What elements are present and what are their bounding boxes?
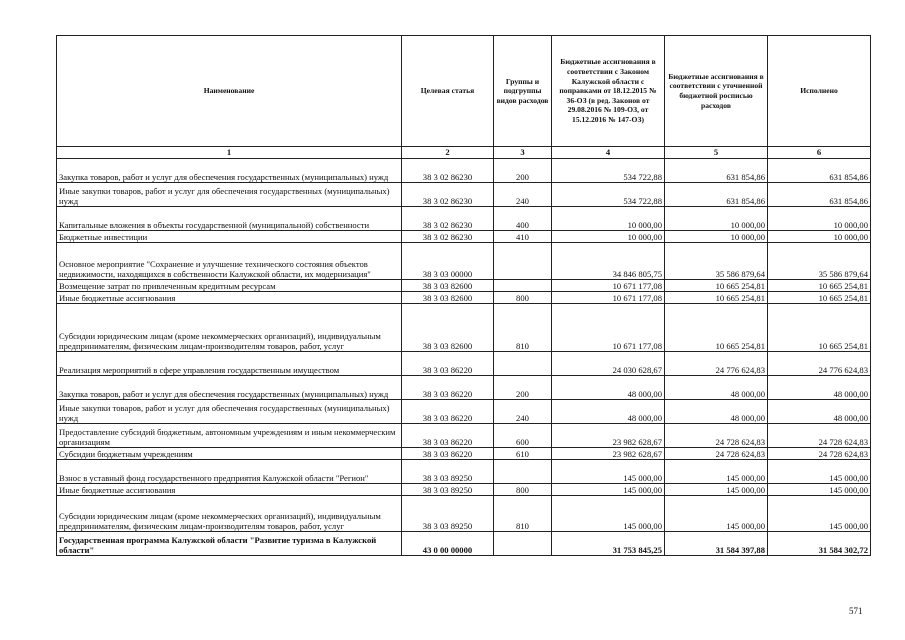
expense-group-code: 400 bbox=[494, 207, 552, 231]
row-name: Субсидии юридическим лицам (кроме некоммерческих организаций), индивидуальным предпринимателям, физическим лицам-производителям товаров, работ, услуг bbox=[57, 496, 402, 532]
law-allocation-value: 34 846 805,75 bbox=[552, 243, 665, 280]
table-row bbox=[57, 304, 871, 352]
refined-allocation-value: 631 854,86 bbox=[665, 183, 768, 207]
refined-allocation-value: 145 000,00 bbox=[665, 460, 768, 484]
executed-value: 24 776 624,83 bbox=[768, 352, 871, 376]
expense-group-code: 600 bbox=[494, 424, 552, 448]
row-name: Субсидии бюджетным учреждениям bbox=[57, 448, 402, 460]
target-article-code: 38 3 03 86220 bbox=[402, 400, 494, 424]
executed-value: 10 665 254,81 bbox=[768, 280, 871, 292]
column-number: 6 bbox=[768, 147, 871, 159]
expense-group-code bbox=[494, 532, 552, 556]
budget-table bbox=[56, 35, 871, 556]
target-article-code: 38 3 03 86220 bbox=[402, 352, 494, 376]
refined-allocation-value: 31 584 397,88 bbox=[665, 532, 768, 556]
table-row bbox=[57, 460, 871, 484]
refined-allocation-value: 24 728 624,83 bbox=[665, 424, 768, 448]
law-allocation-value: 23 982 628,67 bbox=[552, 448, 665, 460]
executed-value: 631 854,86 bbox=[768, 183, 871, 207]
column-number: 1 bbox=[57, 147, 402, 159]
target-article-code: 38 3 02 86230 bbox=[402, 231, 494, 243]
law-allocation-value: 48 000,00 bbox=[552, 376, 665, 400]
column-number: 2 bbox=[402, 147, 494, 159]
target-article-code: 38 3 03 82600 bbox=[402, 280, 494, 292]
row-name: Закупка товаров, работ и услуг для обеспечения государственных (муниципальных) нужд bbox=[57, 159, 402, 183]
row-name: Возмещение затрат по привлеченным кредитным ресурсам bbox=[57, 280, 402, 292]
row-name: Иные закупки товаров, работ и услуг для обеспечения государственных (муниципальных) нужд bbox=[57, 400, 402, 424]
expense-group-code: 200 bbox=[494, 159, 552, 183]
expense-group-code: 800 bbox=[494, 484, 552, 496]
law-allocation-value: 10 000,00 bbox=[552, 231, 665, 243]
refined-allocation-value: 10 665 254,81 bbox=[665, 304, 768, 352]
executed-value: 631 854,86 bbox=[768, 159, 871, 183]
law-allocation-value: 24 030 628,67 bbox=[552, 352, 665, 376]
expense-group-code bbox=[494, 280, 552, 292]
law-allocation-value: 10 671 177,08 bbox=[552, 292, 665, 304]
law-allocation-value: 534 722,88 bbox=[552, 183, 665, 207]
column-number: 4 bbox=[552, 147, 665, 159]
expense-group-code: 200 bbox=[494, 376, 552, 400]
row-name: Основное мероприятие "Сохранение и улучшение технического состояния объектов недвижимости, находящихся в собственности Калужской области, их модернизация" bbox=[57, 243, 402, 280]
target-article-code: 38 3 02 86230 bbox=[402, 159, 494, 183]
refined-allocation-value: 145 000,00 bbox=[665, 484, 768, 496]
row-name: Закупка товаров, работ и услуг для обеспечения государственных (муниципальных) нужд bbox=[57, 376, 402, 400]
executed-value: 10 000,00 bbox=[768, 231, 871, 243]
refined-allocation-value: 10 000,00 bbox=[665, 207, 768, 231]
law-allocation-value: 10 671 177,08 bbox=[552, 280, 665, 292]
executed-value: 48 000,00 bbox=[768, 400, 871, 424]
law-allocation-value: 23 982 628,67 bbox=[552, 424, 665, 448]
target-article-code: 38 3 03 86220 bbox=[402, 424, 494, 448]
target-article-code: 38 3 02 86230 bbox=[402, 207, 494, 231]
executed-value: 145 000,00 bbox=[768, 496, 871, 532]
table-row bbox=[57, 231, 871, 243]
refined-allocation-value: 10 000,00 bbox=[665, 231, 768, 243]
law-allocation-value: 145 000,00 bbox=[552, 484, 665, 496]
row-name: Предоставление субсидий бюджетным, автономным учреждениям и иным некоммерческим организациям bbox=[57, 424, 402, 448]
table-row bbox=[57, 532, 871, 556]
target-article-code: 38 3 03 89250 bbox=[402, 484, 494, 496]
table-row bbox=[57, 159, 871, 183]
executed-value: 24 728 624,83 bbox=[768, 424, 871, 448]
row-name: Субсидии юридическим лицам (кроме некоммерческих организаций), индивидуальным предпринимателям, физическим лицам-производителям товаров, работ, услуг bbox=[57, 304, 402, 352]
refined-allocation-value: 48 000,00 bbox=[665, 376, 768, 400]
table-row bbox=[57, 496, 871, 532]
refined-allocation-value: 10 665 254,81 bbox=[665, 280, 768, 292]
table-row bbox=[57, 424, 871, 448]
expense-group-code bbox=[494, 352, 552, 376]
header-name: Наименование bbox=[57, 36, 402, 147]
refined-allocation-value: 145 000,00 bbox=[665, 496, 768, 532]
expense-group-code bbox=[494, 460, 552, 484]
executed-value: 35 586 879,64 bbox=[768, 243, 871, 280]
table-row bbox=[57, 183, 871, 207]
expense-group-code: 610 bbox=[494, 448, 552, 460]
refined-allocation-value: 10 665 254,81 bbox=[665, 292, 768, 304]
row-name: Государственная программа Калужской области "Развитие туризма в Калужской области" bbox=[57, 532, 402, 556]
column-number: 3 bbox=[494, 147, 552, 159]
law-allocation-value: 534 722,88 bbox=[552, 159, 665, 183]
target-article-code: 38 3 03 86220 bbox=[402, 376, 494, 400]
target-article-code: 38 3 03 00000 bbox=[402, 243, 494, 280]
header-target-article: Целевая статья bbox=[402, 36, 494, 147]
expense-group-code: 810 bbox=[494, 496, 552, 532]
table-row bbox=[57, 400, 871, 424]
table-row bbox=[57, 292, 871, 304]
law-allocation-value: 10 000,00 bbox=[552, 207, 665, 231]
row-name: Иные бюджетные ассигнования bbox=[57, 484, 402, 496]
executed-value: 145 000,00 bbox=[768, 484, 871, 496]
refined-allocation-value: 631 854,86 bbox=[665, 159, 768, 183]
executed-value: 10 000,00 bbox=[768, 207, 871, 231]
table-row bbox=[57, 207, 871, 231]
table-row bbox=[57, 280, 871, 292]
refined-allocation-value: 48 000,00 bbox=[665, 400, 768, 424]
target-article-code: 38 3 03 89250 bbox=[402, 460, 494, 484]
expense-group-code: 810 bbox=[494, 304, 552, 352]
table-row bbox=[57, 352, 871, 376]
law-allocation-value: 10 671 177,08 bbox=[552, 304, 665, 352]
table-row bbox=[57, 243, 871, 280]
header-expense-groups: Группы и подгруппы видов расходов bbox=[494, 36, 552, 147]
law-allocation-value: 48 000,00 bbox=[552, 400, 665, 424]
law-allocation-value: 31 753 845,25 bbox=[552, 532, 665, 556]
target-article-code: 38 3 03 82600 bbox=[402, 292, 494, 304]
executed-value: 145 000,00 bbox=[768, 460, 871, 484]
expense-group-code bbox=[494, 243, 552, 280]
expense-group-code: 240 bbox=[494, 400, 552, 424]
header-law-allocations: Бюджетные ассигнования в соответствии с Законом Калужской области с поправками от 18.12.2015 № 36-ОЗ (в ред. Законов от 29.08.2016 № 109-ОЗ, от 15.12.2016 № 147-ОЗ) bbox=[552, 36, 665, 147]
row-name: Капитальные вложения в объекты государственной (муниципальной) собственности bbox=[57, 207, 402, 231]
table-row bbox=[57, 448, 871, 460]
law-allocation-value: 145 000,00 bbox=[552, 460, 665, 484]
executed-value: 10 665 254,81 bbox=[768, 292, 871, 304]
header-refined-allocations: Бюджетные ассигнования в соответствии с уточненной бюджетной росписью расходов bbox=[665, 36, 768, 147]
law-allocation-value: 145 000,00 bbox=[552, 496, 665, 532]
table-row bbox=[57, 484, 871, 496]
executed-value: 48 000,00 bbox=[768, 376, 871, 400]
executed-value: 10 665 254,81 bbox=[768, 304, 871, 352]
target-article-code: 38 3 03 86220 bbox=[402, 448, 494, 460]
column-number: 5 bbox=[665, 147, 768, 159]
refined-allocation-value: 35 586 879,64 bbox=[665, 243, 768, 280]
expense-group-code: 800 bbox=[494, 292, 552, 304]
executed-value: 24 728 624,83 bbox=[768, 448, 871, 460]
row-name: Иные бюджетные ассигнования bbox=[57, 292, 402, 304]
row-name: Реализация мероприятий в сфере управления государственным имуществом bbox=[57, 352, 402, 376]
row-name: Бюджетные инвестиции bbox=[57, 231, 402, 243]
target-article-code: 38 3 03 82600 bbox=[402, 304, 494, 352]
table-header-row bbox=[57, 36, 871, 147]
row-name: Иные закупки товаров, работ и услуг для обеспечения государственных (муниципальных) нужд bbox=[57, 183, 402, 207]
expense-group-code: 240 bbox=[494, 183, 552, 207]
table-row bbox=[57, 376, 871, 400]
target-article-code: 43 0 00 00000 bbox=[402, 532, 494, 556]
header-executed: Исполнено bbox=[768, 36, 871, 147]
expense-group-code: 410 bbox=[494, 231, 552, 243]
column-number-row bbox=[57, 147, 871, 159]
refined-allocation-value: 24 776 624,83 bbox=[665, 352, 768, 376]
executed-value: 31 584 302,72 bbox=[768, 532, 871, 556]
page-number: 571 bbox=[849, 606, 863, 616]
row-name: Взнос в уставный фонд государственного предприятия Калужской области "Регион" bbox=[57, 460, 402, 484]
refined-allocation-value: 24 728 624,83 bbox=[665, 448, 768, 460]
target-article-code: 38 3 03 89250 bbox=[402, 496, 494, 532]
target-article-code: 38 3 02 86230 bbox=[402, 183, 494, 207]
